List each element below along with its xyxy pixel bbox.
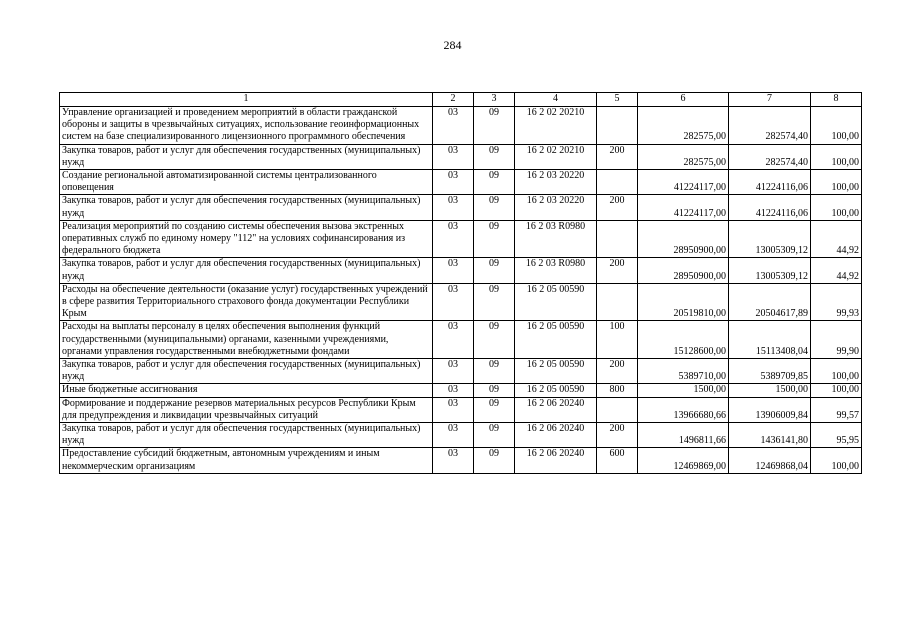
- execution-percent: 100,00: [811, 359, 862, 384]
- expense-type-code: 200: [597, 359, 638, 384]
- target-article-code: 16 2 05 00590: [515, 283, 597, 321]
- row-name: Закупка товаров, работ и услуг для обеспечения государственных (муниципальных) нужд: [60, 195, 433, 220]
- execution-percent: 44,92: [811, 220, 862, 258]
- planned-amount: 1496811,66: [638, 423, 729, 448]
- subsection-code: 09: [474, 384, 515, 397]
- subsection-code: 09: [474, 359, 515, 384]
- expense-type-code: 800: [597, 384, 638, 397]
- expense-type-code: 100: [597, 321, 638, 359]
- planned-amount: 13966680,66: [638, 397, 729, 422]
- planned-amount: 12469869,00: [638, 448, 729, 473]
- executed-amount: 282574,40: [729, 144, 811, 169]
- executed-amount: 282574,40: [729, 107, 811, 145]
- table-row: [60, 397, 862, 422]
- section-code: 03: [433, 283, 474, 321]
- page-number: 284: [443, 38, 462, 52]
- section-code: 03: [433, 258, 474, 283]
- target-article-code: 16 2 03 R0980: [515, 258, 597, 283]
- subsection-code: 09: [474, 195, 515, 220]
- table-row: [60, 195, 862, 220]
- execution-percent: 99,57: [811, 397, 862, 422]
- table-row: [60, 384, 862, 397]
- row-name: Создание региональной автоматизированной системы централизованного оповещения: [60, 170, 433, 195]
- expense-type-code: 200: [597, 423, 638, 448]
- expense-type-code: [597, 283, 638, 321]
- target-article-code: 16 2 05 00590: [515, 321, 597, 359]
- expense-type-code: [597, 220, 638, 258]
- column-header: 7: [729, 93, 811, 107]
- planned-amount: 15128600,00: [638, 321, 729, 359]
- execution-percent: 99,90: [811, 321, 862, 359]
- subsection-code: 09: [474, 170, 515, 195]
- execution-percent: 100,00: [811, 107, 862, 145]
- section-code: 03: [433, 384, 474, 397]
- executed-amount: 13005309,12: [729, 220, 811, 258]
- row-name: Предоставление субсидий бюджетным, автономным учреждениям и иным некоммерческим организациям: [60, 448, 433, 473]
- expense-type-code: [597, 170, 638, 195]
- target-article-code: 16 2 05 00590: [515, 359, 597, 384]
- executed-amount: 20504617,89: [729, 283, 811, 321]
- section-code: 03: [433, 359, 474, 384]
- section-code: 03: [433, 220, 474, 258]
- planned-amount: 41224117,00: [638, 170, 729, 195]
- planned-amount: 20519810,00: [638, 283, 729, 321]
- target-article-code: 16 2 06 20240: [515, 397, 597, 422]
- expense-type-code: 200: [597, 144, 638, 169]
- subsection-code: 09: [474, 107, 515, 145]
- row-name: Закупка товаров, работ и услуг для обеспечения государственных (муниципальных) нужд: [60, 423, 433, 448]
- expense-type-code: [597, 397, 638, 422]
- subsection-code: 09: [474, 258, 515, 283]
- row-name: Закупка товаров, работ и услуг для обеспечения государственных (муниципальных) нужд: [60, 258, 433, 283]
- executed-amount: 1436141,80: [729, 423, 811, 448]
- execution-percent: 99,93: [811, 283, 862, 321]
- executed-amount: 12469868,04: [729, 448, 811, 473]
- column-header: 2: [433, 93, 474, 107]
- planned-amount: 28950900,00: [638, 258, 729, 283]
- expense-type-code: 200: [597, 195, 638, 220]
- row-name: Иные бюджетные ассигнования: [60, 384, 433, 397]
- table-row: [60, 423, 862, 448]
- planned-amount: 282575,00: [638, 107, 729, 145]
- expense-type-code: [597, 107, 638, 145]
- section-code: 03: [433, 144, 474, 169]
- subsection-code: 09: [474, 220, 515, 258]
- executed-amount: 41224116,06: [729, 195, 811, 220]
- section-code: 03: [433, 107, 474, 145]
- table-row: [60, 107, 862, 145]
- planned-amount: 28950900,00: [638, 220, 729, 258]
- section-code: 03: [433, 195, 474, 220]
- target-article-code: 16 2 02 20210: [515, 144, 597, 169]
- target-article-code: 16 2 03 20220: [515, 195, 597, 220]
- executed-amount: 1500,00: [729, 384, 811, 397]
- column-header: 5: [597, 93, 638, 107]
- row-name: Расходы на выплаты персоналу в целях обеспечения выполнения функций государственными (муниципальными) органами, казенными учреждениями, органами управления государственными внебюджетными фондами: [60, 321, 433, 359]
- budget-table: [59, 92, 862, 474]
- table-row: [60, 283, 862, 321]
- expense-type-code: 600: [597, 448, 638, 473]
- planned-amount: 282575,00: [638, 144, 729, 169]
- subsection-code: 09: [474, 423, 515, 448]
- planned-amount: 41224117,00: [638, 195, 729, 220]
- row-name: Закупка товаров, работ и услуг для обеспечения государственных (муниципальных) нужд: [60, 144, 433, 169]
- target-article-code: 16 2 05 00590: [515, 384, 597, 397]
- execution-percent: 100,00: [811, 144, 862, 169]
- planned-amount: 1500,00: [638, 384, 729, 397]
- subsection-code: 09: [474, 397, 515, 422]
- column-header: 1: [60, 93, 433, 107]
- target-article-code: 16 2 03 R0980: [515, 220, 597, 258]
- target-article-code: 16 2 03 20220: [515, 170, 597, 195]
- execution-percent: 100,00: [811, 384, 862, 397]
- row-name: Реализация мероприятий по созданию системы обеспечения вызова экстренных оперативных служб по единому номеру "112" на условиях софинансирования из федерального бюджета: [60, 220, 433, 258]
- row-name: Расходы на обеспечение деятельности (оказание услуг) государственных учреждений в сфере развития Территориального страхового фонда документации Республики Крым: [60, 283, 433, 321]
- table-row: [60, 258, 862, 283]
- execution-percent: 44,92: [811, 258, 862, 283]
- execution-percent: 100,00: [811, 195, 862, 220]
- row-name: Управление организацией и проведением мероприятий в области гражданской обороны и защиты в чрезвычайных ситуациях, использование геоинформационных систем на базе специализированного лицензионного программного обеспечения: [60, 107, 433, 145]
- subsection-code: 09: [474, 144, 515, 169]
- target-article-code: 16 2 06 20240: [515, 423, 597, 448]
- column-header: 3: [474, 93, 515, 107]
- table-row: [60, 144, 862, 169]
- section-code: 03: [433, 397, 474, 422]
- section-code: 03: [433, 170, 474, 195]
- target-article-code: 16 2 02 20210: [515, 107, 597, 145]
- row-name: Формирование и поддержание резервов материальных ресурсов Республики Крым для предупреждения и ликвидации чрезвычайных ситуаций: [60, 397, 433, 422]
- row-name: Закупка товаров, работ и услуг для обеспечения государственных (муниципальных) нужд: [60, 359, 433, 384]
- section-code: 03: [433, 423, 474, 448]
- executed-amount: 13005309,12: [729, 258, 811, 283]
- execution-percent: 95,95: [811, 423, 862, 448]
- column-header: 8: [811, 93, 862, 107]
- subsection-code: 09: [474, 283, 515, 321]
- executed-amount: 15113408,04: [729, 321, 811, 359]
- planned-amount: 5389710,00: [638, 359, 729, 384]
- table-row: [60, 448, 862, 473]
- executed-amount: 13906009,84: [729, 397, 811, 422]
- execution-percent: 100,00: [811, 170, 862, 195]
- table-row: [60, 359, 862, 384]
- header-row: [60, 93, 862, 107]
- table-row: [60, 170, 862, 195]
- execution-percent: 100,00: [811, 448, 862, 473]
- section-code: 03: [433, 448, 474, 473]
- executed-amount: 5389709,85: [729, 359, 811, 384]
- executed-amount: 41224116,06: [729, 170, 811, 195]
- table-row: [60, 321, 862, 359]
- expense-type-code: 200: [597, 258, 638, 283]
- table-row: [60, 220, 862, 258]
- column-header: 6: [638, 93, 729, 107]
- target-article-code: 16 2 06 20240: [515, 448, 597, 473]
- subsection-code: 09: [474, 321, 515, 359]
- column-header: 4: [515, 93, 597, 107]
- subsection-code: 09: [474, 448, 515, 473]
- section-code: 03: [433, 321, 474, 359]
